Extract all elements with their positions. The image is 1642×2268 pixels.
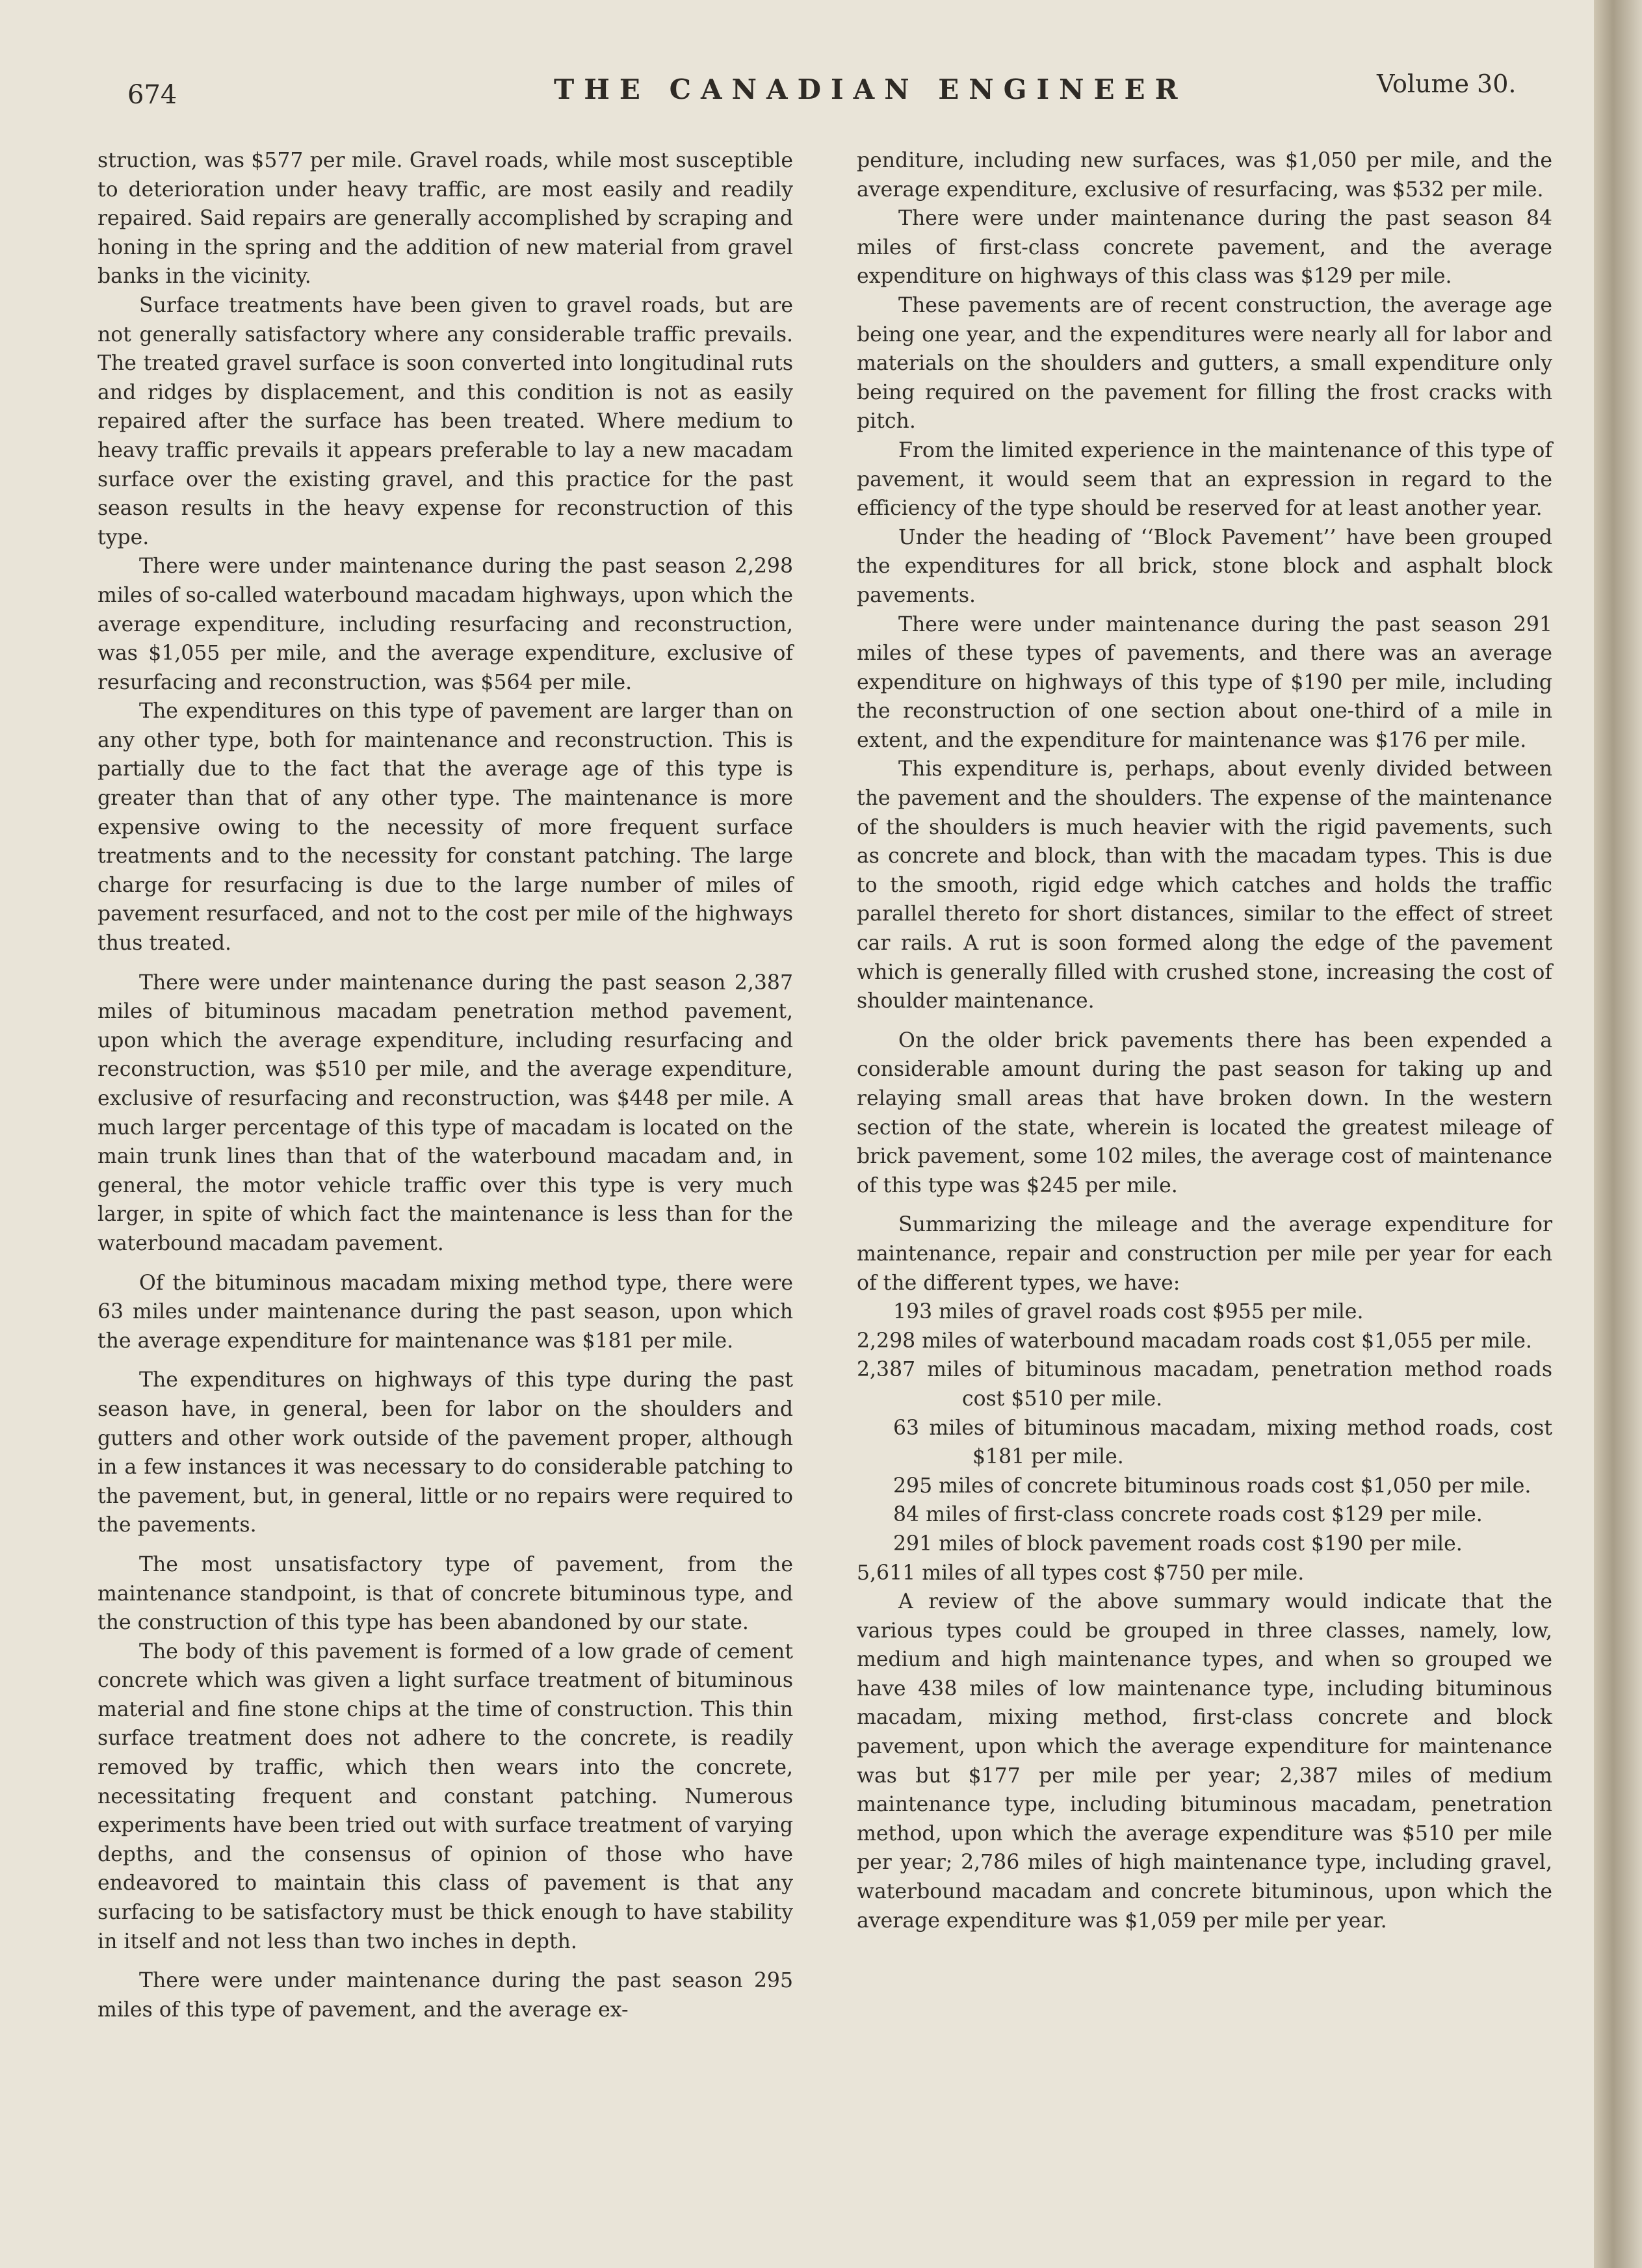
- paragraph: There were under maintenance during the past season 295 miles of this type of pavement, and the average ex-: [98, 1969, 793, 2022]
- paragraph: On the older brick pavements there has been expended a considerable amount during the past season for taking up and relaying small areas that have broken down. In the western section of the state, wherein is located the greatest mileage of brick pavement, some 102 miles, the average cost of maintenance of this type was $245 per mile.: [857, 1028, 1552, 1197]
- page-number: 674: [127, 80, 177, 110]
- paragraph: struction, was $577 per mile. Gravel roads, while most susceptible to deterioration under heavy traffic, are most easily and readily repaired. Said repairs are generally accomplished by scraping and honing in the spring and the addition of new material from gravel banks in the vicinity.: [98, 149, 793, 289]
- summary-item: 2,298 miles of waterbound macadam roads cost $1,055 per mile.: [857, 1329, 1532, 1353]
- paragraph: The expenditures on highways of this type during the past season have, in general, been for labor on the shoulders and gutters and other work outside of the pavement proper, although in a few instances it was necessary to do considerable patching to the pavement, but, in general, little or no repairs were required to the pavements.: [98, 1368, 793, 1537]
- summary-item: 63 miles of bituminous macadam, mixing method roads, cost $181 per mile.: [893, 1416, 1552, 1469]
- paragraph: This expenditure is, perhaps, about evenly divided between the pavement and the shoulders. The expense of the maintenance of the shoulders is much heavier with the rigid pavements, such as concrete and block, than with the macadam types. This is due to the smooth, rigid edge which catches and holds the traffic parallel thereto for short distances, similar to the effect of street car rails. A rut is soon formed along the edge of the pavement which is generally filled with crushed stone, increasing the cost of shoulder maintenance.: [857, 757, 1552, 1013]
- paragraph: Of the bituminous macadam mixing method type, there were 63 miles under maintenance during the past season, upon which the average expenditure for maintenance was $181 per mile.: [98, 1271, 793, 1353]
- paragraph: From the limited experience in the maintenance of this type of pavement, it would seem that an expression in regard to the efficiency of the type should be reserved for at least another year.: [857, 438, 1552, 521]
- paragraph: Summarizing the mileage and the average expenditure for maintenance, repair and construction per mile per year for each of the different types, we have:: [857, 1213, 1552, 1295]
- summary-list: [857, 1297, 1552, 1587]
- right-column: [857, 146, 1552, 1935]
- paragraph: There were under maintenance during the past season 84 miles of first-class concrete pavement, and the average expenditure on highways of this class was $129 per mile.: [857, 207, 1552, 289]
- journal-title: THE CANADIAN ENGINEER: [554, 73, 1188, 105]
- paragraph: Under the heading of ‘‘Block Pavement’’ have been grouped the expenditures for all brick, stone block and asphalt block pavements.: [857, 525, 1552, 607]
- paragraph: penditure, including new surfaces, was $1,050 per mile, and the average expenditure, exclusive of resurfacing, was $532 per mile.: [857, 149, 1552, 202]
- page-header: [0, 68, 1594, 120]
- summary-item: 84 miles of first-class concrete roads cost $129 per mile.: [893, 1503, 1483, 1527]
- volume-label: Volume 30.: [1377, 70, 1517, 98]
- summary-item: 5,611 miles of all types cost $750 per mile.: [857, 1561, 1305, 1585]
- paragraph: There were under maintenance during the past season 2,298 miles of so-called waterbound macadam highways, upon which the average expenditure, including resurfacing and reconstruction, was $1,055 per mile, and the average expenditure, exclusive of resurfacing and reconstruction, was $564 per mile.: [98, 554, 793, 694]
- paragraph: The expenditures on this type of pavement are larger than on any other type, both for maintenance and reconstruction. This is partially due to the fact that the average age of this type is greater than that of any other type. The maintenance is more expensive owing to the necessity of more frequent surface treatments and to the necessity for constant patching. The large charge for resurfacing is due to the large number of miles of pavement resurfaced, and not to the cost per mile of the highways thus treated.: [98, 699, 793, 956]
- summary-item: 2,387 miles of bituminous macadam, penetration method roads cost $510 per mile.: [857, 1358, 1552, 1411]
- paragraph: There were under maintenance during the past season 291 miles of these types of pavements, and there was an average expenditure on highways of this type of $190 per mile, including the reconstruction of one section about one-third of a mile in extent, and the expenditure for maintenance was $176 per mile.: [857, 612, 1552, 752]
- summary-item: 295 miles of concrete bituminous roads cost $1,050 per mile.: [893, 1474, 1531, 1498]
- paragraph: A review of the above summary would indicate that the various types could be grouped in three classes, namely, low, medium and high maintenance types, and when so grouped we have 438 miles of low maintenance type, including bituminous macadam, mixing method, first-class concrete and block pavement, upon which the average expenditure for maintenance was but $177 per mile per year; 2,387 miles of medium maintenance type, including bituminous macadam, penetration method, upon which the average expenditure was $510 per mile per year; 2,786 miles of high maintenance type, including gravel, waterbound macadam and concrete bituminous, upon which the average expenditure was $1,059 per mile per year.: [857, 1590, 1552, 1933]
- paragraph: The most unsatisfactory type of pavement, from the maintenance standpoint, is that of concrete bituminous type, and the construction of this type has been abandoned by our state.: [98, 1552, 793, 1635]
- paragraph: There were under maintenance during the past season 2,387 miles of bituminous macadam penetration method pavement, upon which the average expenditure, including resurfacing and reconstruction, was $510 per mile, and the average expenditure, exclusive of resurfacing and reconstruction, was $448 per mile. A much larger percentage of this type of macadam is located on the main trunk lines than that of the waterbound macadam and, in general, the motor vehicle traffic over this type is very much larger, in spite of which fact the maintenance is less than for the waterbound macadam pavement.: [98, 971, 793, 1255]
- paragraph: The body of this pavement is formed of a low grade of cement concrete which was given a light surface treatment of bituminous material and fine stone chips at the time of construction. This thin surface treatment does not adhere to the concrete, is readily removed by traffic, which then wears into the concrete, necessitating frequent and constant patching. Numerous experiments have been tried out with surface treatment of varying depths, and the consensus of opinion of those who have endeavored to maintain this class of pavement is that any surfacing to be satisfactory must be thick enough to have stability in itself and not less than two inches in depth.: [98, 1639, 793, 1953]
- summary-item: 291 miles of block pavement roads cost $190 per mile.: [893, 1532, 1463, 1556]
- paragraph: These pavements are of recent construction, the average age being one year, and the expenditures were nearly all for labor and materials on the shoulders and gutters, a small expenditure only being required on the pavement for filling the frost cracks with pitch.: [857, 293, 1552, 434]
- summary-item: 193 miles of gravel roads cost $955 per mile.: [893, 1300, 1364, 1324]
- page-edge-shadow: [1594, 0, 1642, 2268]
- paragraph: Surface treatments have been given to gravel roads, but are not generally satisfactory where any considerable traffic prevails. The treated gravel surface is soon converted into longitudinal ruts and ridges by displacement, and this condition is not as easily repaired after the surface has been treated. Where medium to heavy traffic prevails it appears preferable to lay a new macadam surface over the existing gravel, and this practice for the past season results in the heavy expense for reconstruction of this type.: [98, 293, 793, 549]
- left-column: [98, 146, 793, 2024]
